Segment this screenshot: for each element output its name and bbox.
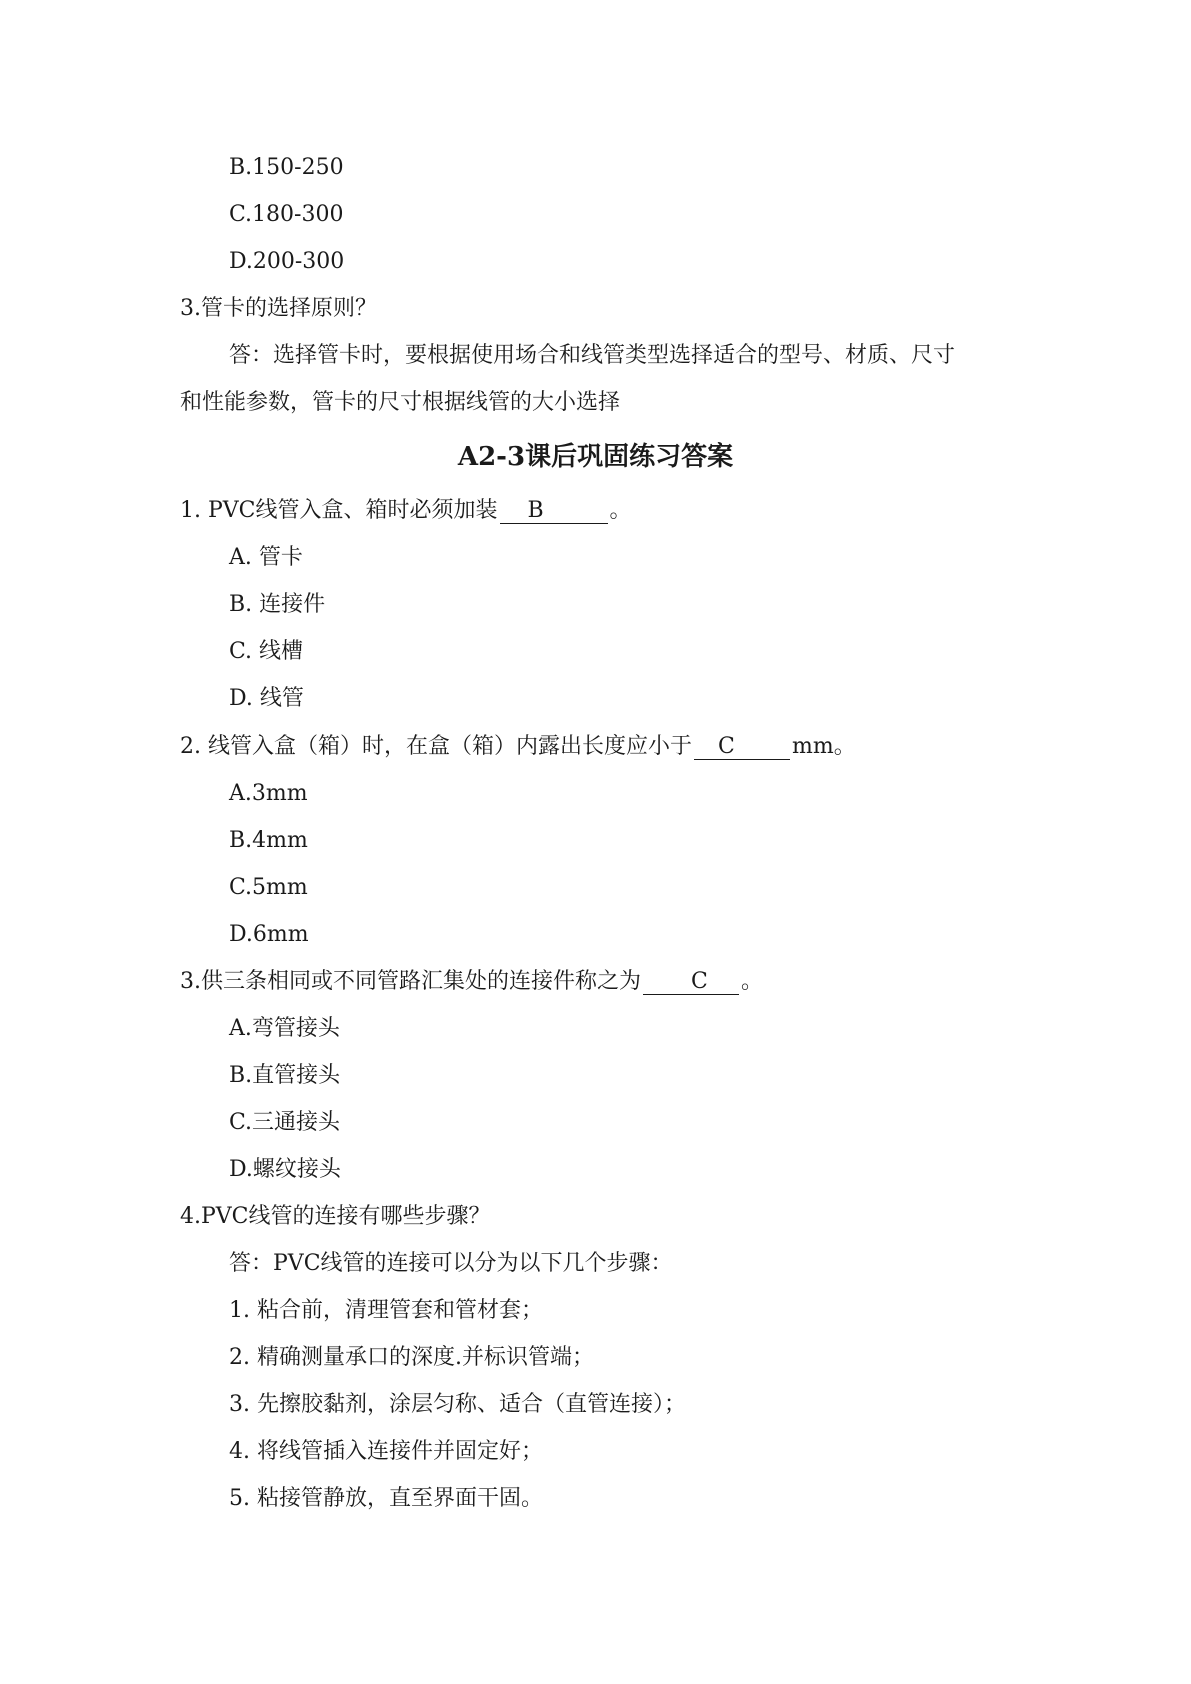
q3-option-c: C.三通接头	[229, 1110, 341, 1135]
question-2-answer: C	[718, 734, 735, 759]
question-3-blank	[643, 970, 739, 995]
prev-question-3: 3.管卡的选择原则？	[180, 296, 377, 321]
prev-option-d: D.200-300	[229, 249, 345, 274]
question-3	[180, 968, 763, 996]
q4-step-1: 1. 粘合前，清理管套和管材套；	[229, 1298, 543, 1323]
q1-option-c: C. 线槽	[229, 639, 304, 664]
q4-step-4: 4. 将线管插入连接件并固定好；	[229, 1439, 543, 1464]
q2-option-c: C.5mm	[229, 875, 308, 900]
question-1-text: 1. PVC线管入盒、箱时必须加装	[180, 498, 498, 523]
q4-step-3: 3. 先擦胶黏剂，涂层匀称、适合（直管连接）；	[229, 1392, 686, 1417]
q3-option-a: A.弯管接头	[229, 1016, 340, 1041]
prev-option-b: B.150-250	[229, 155, 344, 180]
question-3-end: 。	[741, 969, 764, 994]
q2-option-d: D.6mm	[229, 922, 309, 947]
question-2-text: 2. 线管入盒（箱）时，在盒（箱）内露出长度应小于	[180, 734, 692, 759]
question-1-end: 。	[609, 498, 632, 523]
prev-answer-line-2: 和性能参数，管卡的尺寸根据线管的大小选择	[180, 390, 621, 415]
question-3-text: 3.供三条相同或不同管路汇集处的连接件称之为	[180, 969, 641, 994]
question-2-blank	[694, 735, 790, 760]
q1-option-a: A. 管卡	[229, 545, 303, 570]
question-2-end: mm。	[792, 734, 856, 759]
q1-option-b: B. 连接件	[229, 592, 326, 617]
section-title: A2-3课后巩固练习答案	[457, 442, 734, 472]
q4-answer-intro: 答：PVC线管的连接可以分为以下几个步骤：	[229, 1251, 673, 1276]
q2-option-a: A.3mm	[229, 781, 308, 806]
q3-option-b: B.直管接头	[229, 1063, 341, 1088]
prev-answer-line-1: 答：选择管卡时，要根据使用场合和线管类型选择适合的型号、材质、尺寸	[229, 343, 956, 368]
question-1	[180, 497, 632, 525]
q2-option-b: B.4mm	[229, 828, 308, 853]
q4-step-5: 5. 粘接管静放，直至界面干固。	[229, 1486, 543, 1511]
question-2	[180, 733, 856, 761]
q4-step-2: 2. 精确测量承口的深度.并标识管端；	[229, 1345, 594, 1370]
question-3-answer: C	[691, 969, 708, 994]
q1-option-d: D. 线管	[229, 686, 304, 711]
question-1-answer: B	[527, 498, 544, 523]
prev-option-c: C.180-300	[229, 202, 344, 227]
question-4: 4.PVC线管的连接有哪些步骤？	[180, 1204, 491, 1229]
question-1-blank	[500, 499, 608, 524]
q3-option-d: D.螺纹接头	[229, 1157, 341, 1182]
